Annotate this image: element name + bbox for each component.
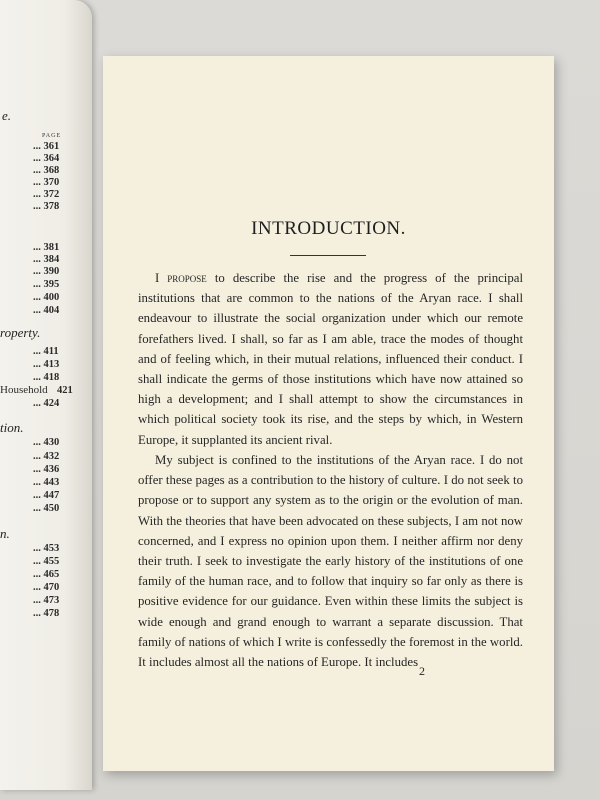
toc-entry: ... 432 [33, 451, 60, 462]
chapter-title: INTRODUCTION. [251, 218, 406, 239]
toc-entry: ... 370 [33, 177, 60, 188]
toc-entry: ... 453 [33, 543, 60, 554]
toc-entry: ... 450 [33, 503, 60, 514]
section-heading: tion. [0, 420, 24, 435]
toc-entry: ... 390 [33, 266, 60, 277]
toc-entry-label: Household [0, 384, 48, 396]
toc-entry: ... 470 [33, 582, 60, 593]
toc-entry: ... 424 [33, 398, 60, 409]
page-number: 2 [419, 664, 425, 678]
toc-entry: ... 430 [33, 437, 60, 448]
toc-entry: ... 447 [33, 490, 60, 501]
toc-entry: ... 404 [33, 305, 60, 316]
section-heading: n. [0, 526, 10, 541]
toc-entry: ... 400 [33, 292, 60, 303]
paragraph-1-text: to describe the rise and the progress of the principal institutions that are common to the nations of the Aryan race. I shall endeavour to illustrate the social organization under which our remote forefathers lived. I shall, so far as I am able, trace the modes of thought and of feeling which, in their mutual relations, influenced their conduct. I shall indicate the germs of those institutions which have now attained so high a development; and I shall attempt to show the circumstances in which political society took its rise, and the steps by which, in Western Europe, it supplanted its ancient rival. [138, 271, 524, 447]
toc-entry: ... 372 [33, 189, 60, 200]
paragraph-lead: I propose [155, 271, 207, 285]
toc-entry: ... 418 [33, 372, 60, 383]
toc-entry: ... 455 [33, 556, 60, 567]
toc-entry: ... 361 [33, 141, 60, 152]
toc-entry: ... 436 [33, 464, 60, 475]
toc-entry: ... 381 [33, 242, 60, 253]
section-heading: roperty. [0, 325, 41, 340]
toc-entry: ... 368 [33, 165, 60, 176]
toc-entry: ... 465 [33, 569, 60, 580]
toc-entry: ... 395 [33, 279, 60, 290]
toc-entry: ... 378 [33, 201, 60, 212]
toc-entry: ... 413 [33, 359, 60, 370]
toc-entry: ... 478 [33, 608, 60, 619]
title-rule [290, 255, 366, 256]
left-page [0, 0, 92, 790]
toc-entry: ... 411 [33, 346, 59, 357]
toc-entry: ... 473 [33, 595, 60, 606]
left-page-fragment: e. [2, 108, 12, 123]
toc-entry: ... 443 [33, 477, 60, 488]
right-page [103, 56, 554, 771]
toc-entry: ... 384 [33, 254, 60, 265]
toc-entry: ... 364 [33, 153, 60, 164]
page-column-header: PAGE [42, 133, 62, 139]
paragraph-2: My subject is confined to the institutions of the Aryan race. I do not offer these pages as a contribution to the history of culture. I do not seek to propose or to support any system as to the origin or the evolution of man. With the theories that have been advocated on these subjects, I am not now concerned, and I express no opinion upon them. I neither affirm nor deny their truth. I seek to investigate the early history of the institutions of one family of the human race, and to follow that inquiry so far only as there is positive evidence for our guidance. Even within these limits the subject is wide enough and grand enough to warrant a separate discussion. That family of nations of which I write is confessedly the foremost in the world. It includes almost all the nations of Europe. It includes [138, 453, 523, 670]
paragraph-1 [138, 268, 523, 450]
toc-entry: 421 [57, 385, 73, 396]
